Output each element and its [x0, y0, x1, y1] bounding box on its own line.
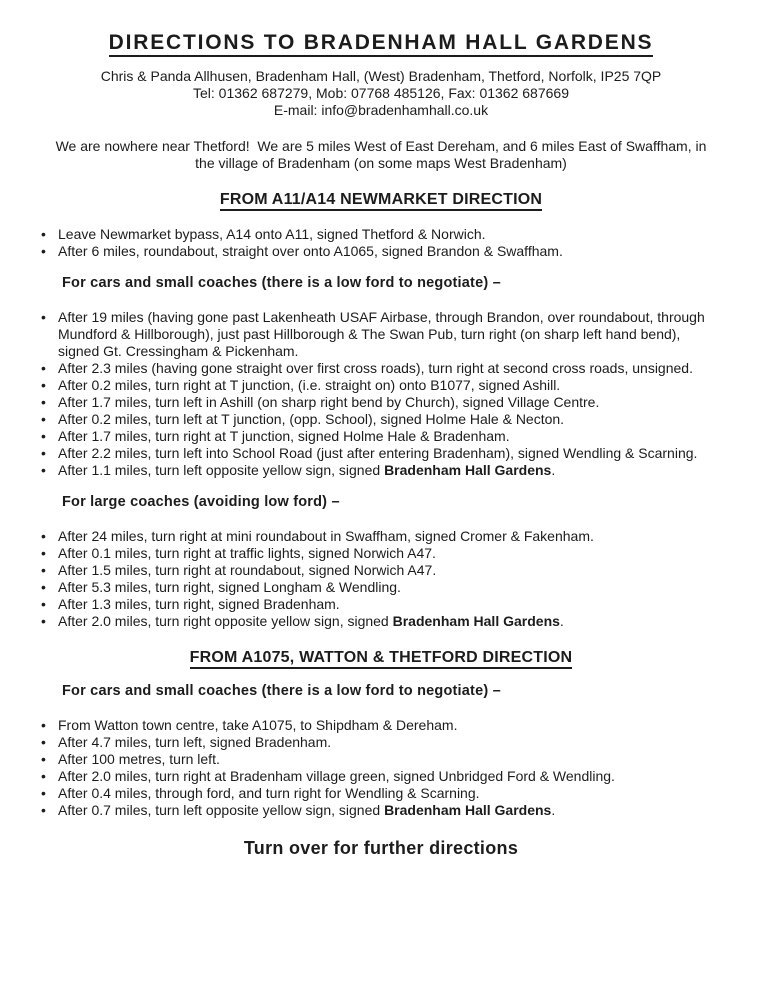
direction-text: .	[559, 613, 564, 629]
contact-info	[40, 68, 722, 119]
direction-text: After 19 miles (having gone past Lakenheath USAF Airbase, through Brandon, over roundabout, through Mundford & Hillborough), just past Hillborough & The Swan Pub, turn right (on sharp left hand bend), signed Gt. Cressingham & Pickenham.	[58, 309, 705, 359]
section-heading	[40, 648, 722, 668]
group-subheading: For cars and small coaches (there is a low ford to negotiate) –	[62, 683, 501, 699]
direction-item	[40, 226, 722, 243]
direction-text: After 1.5 miles, turn right at roundabout, signed Norwich A47.	[58, 562, 437, 578]
direction-item	[40, 562, 722, 579]
direction-text: After 2.0 miles, turn right at Bradenham village green, signed Unbridged Ford & Wendling.	[58, 768, 615, 784]
group-subheading: For cars and small coaches (there is a low ford to negotiate) –	[62, 275, 501, 291]
direction-text: Leave Newmarket bypass, A14 onto A11, signed Thetford & Norwich.	[58, 226, 486, 242]
direction-item	[40, 309, 722, 360]
direction-item	[40, 613, 722, 630]
direction-text: After 100 metres, turn left.	[58, 751, 220, 767]
section-heading-text: FROM A11/A14 NEWMARKET DIRECTION	[220, 191, 542, 211]
direction-item	[40, 394, 722, 411]
direction-text: After 1.3 miles, turn right, signed Bradenham.	[58, 596, 340, 612]
sections-container	[40, 190, 722, 819]
direction-text: After 0.2 miles, turn right at T junction, (i.e. straight on) onto B1077, signed Ashill.	[58, 377, 561, 393]
direction-item	[40, 377, 722, 394]
direction-item	[40, 579, 722, 596]
direction-text-bold: Bradenham Hall Gardens	[392, 613, 560, 629]
direction-text: .	[551, 462, 556, 478]
direction-text: After 1.7 miles, turn right at T junction, signed Holme Hale & Bradenham.	[58, 428, 510, 444]
direction-text-bold: Bradenham Hall Gardens	[384, 802, 552, 818]
direction-item	[40, 785, 722, 802]
direction-item	[40, 360, 722, 377]
direction-text: After 0.4 miles, through ford, and turn right for Wendling & Scarning.	[58, 785, 480, 801]
directions-list	[40, 226, 722, 260]
direction-item	[40, 751, 722, 768]
direction-text: .	[551, 802, 556, 818]
direction-item	[40, 528, 722, 545]
direction-text: After 1.7 miles, turn left in Ashill (on sharp right bend by Church), signed Village Centre.	[58, 394, 600, 410]
direction-item	[40, 445, 722, 462]
direction-item	[40, 411, 722, 428]
direction-text: After 1.1 miles, turn left opposite yellow sign, signed	[58, 462, 385, 478]
direction-text: After 2.2 miles, turn left into School Road (just after entering Bradenham), signed Wendling & Scarning.	[58, 445, 698, 461]
direction-text: After 4.7 miles, turn left, signed Bradenham.	[58, 734, 332, 750]
direction-text: After 0.1 miles, turn right at traffic lights, signed Norwich A47.	[58, 545, 436, 561]
direction-text-bold: Bradenham Hall Gardens	[384, 462, 552, 478]
direction-item	[40, 462, 722, 479]
section-heading	[40, 190, 722, 210]
page-title	[40, 30, 722, 56]
direction-item	[40, 428, 722, 445]
direction-item	[40, 802, 722, 819]
direction-item	[40, 596, 722, 613]
contact-line-3-email: E-mail: info@bradenhamhall.co.uk	[273, 102, 489, 118]
directions-list	[40, 717, 722, 819]
direction-item	[40, 545, 722, 562]
contact-line-1: Chris & Panda Allhusen, Bradenham Hall, (West) Bradenham, Thetford, Norfolk, IP25 7QP	[100, 68, 662, 84]
direction-item	[40, 243, 722, 260]
direction-text: After 2.3 miles (having gone straight over first cross roads), turn right at second cross roads, unsigned.	[58, 360, 693, 376]
direction-text: After 5.3 miles, turn right, signed Longham & Wendling.	[58, 579, 401, 595]
direction-text: After 0.7 miles, turn left opposite yellow sign, signed	[58, 802, 385, 818]
group-subheading: For large coaches (avoiding low ford) –	[62, 494, 340, 510]
direction-text: After 2.0 miles, turn right opposite yellow sign, signed	[58, 613, 393, 629]
contact-line-2: Tel: 01362 687279, Mob: 07768 485126, Fax: 01362 687669	[193, 85, 569, 101]
direction-text: After 6 miles, roundabout, straight over onto A1065, signed Brandon & Swaffham.	[58, 243, 563, 259]
intro-paragraph: We are nowhere near Thetford! We are 5 miles West of East Dereham, and 6 miles East of Swaffham, in the village of Bradenham (on some maps West Bradenham)	[55, 138, 707, 171]
direction-item	[40, 734, 722, 751]
direction-text: After 0.2 miles, turn left at T junction, (opp. School), signed Holme Hale & Necton.	[58, 411, 565, 427]
direction-text: After 24 miles, turn right at mini roundabout in Swaffham, signed Cromer & Fakenham.	[58, 528, 594, 544]
direction-text: From Watton town centre, take A1075, to Shipdham & Dereham.	[58, 717, 458, 733]
footer-note: Turn over for further directions	[243, 838, 519, 858]
direction-item	[40, 717, 722, 734]
directions-list	[40, 309, 722, 479]
section-heading-text: FROM A1075, WATTON & THETFORD DIRECTION	[190, 649, 573, 669]
directions-list	[40, 528, 722, 630]
direction-item	[40, 768, 722, 785]
page-title-text: DIRECTIONS TO BRADENHAM HALL GARDENS	[109, 31, 654, 57]
